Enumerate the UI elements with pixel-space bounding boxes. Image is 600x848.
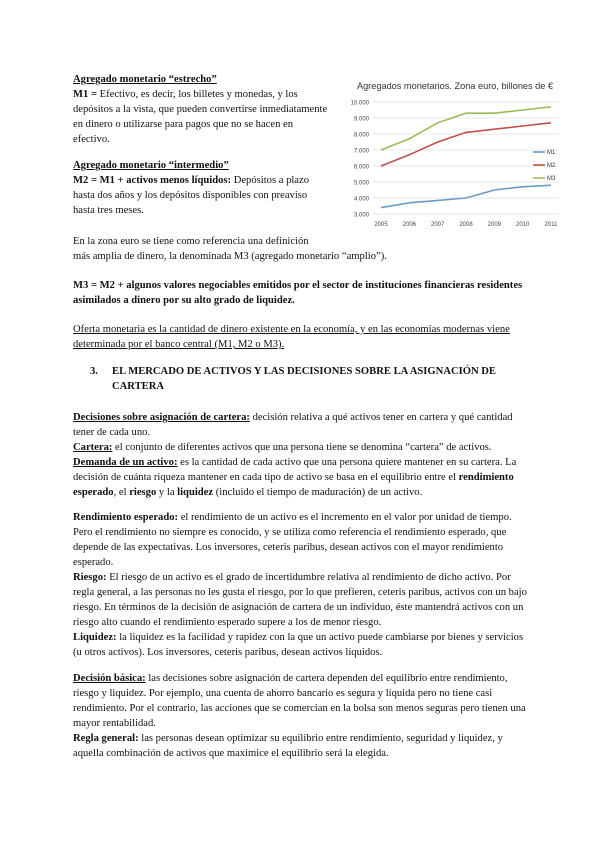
m1-definition: Efectivo, es decir, los billetes y monedas, y los depósitos a la vista, que pueden convertirse inmediatamente en dinero o utilizarse para pagos que no se hacen en efectivo.	[73, 89, 328, 145]
separator-2: y la	[156, 487, 178, 498]
risk-term: Riesgo:	[73, 572, 107, 583]
section-heading	[90, 364, 530, 394]
portfolio-decision-text: decisión relativa a qué activos tener en cartera y qué cantidad tener de cada uno.	[73, 412, 513, 438]
asset-demand-end: (incluido el tiempo de maduración) de un activo.	[213, 487, 423, 498]
chart-background	[338, 79, 573, 238]
factors-block	[73, 510, 528, 660]
section-title: EL MERCADO DE ACTIVOS Y LAS DECISIONES SOBRE LA ASIGNACIÓN DE CARTERA	[112, 366, 497, 392]
risk-text: El riesgo de un activo es el grado de incertidumbre relativa al rendimiento de dicho activo. Por regla general, a las personas no les gusta el riesgo, por lo que prefieren, ceteris paribus, activos con un bajo riesgo. En términos de la decisión de asignación de cartera de un individuo, éste mantendrá activos con un riesgo alto cuando el rendimiento esperado supere a los de menor riesgo.	[73, 572, 527, 628]
money-supply-text: Oferta monetaria es la cantidad de dinero existente en la economía, y en las economías modernas viene determinada por el banco central (M1, M2 o M3).	[73, 324, 510, 350]
expected-return-term: Rendimiento esperado:	[73, 512, 179, 523]
monetary-aggregates-chart	[337, 78, 573, 238]
x-tick-label: 2008	[459, 222, 473, 228]
asset-demand-text: es la cantidad de cada activo que una persona quiere mantener en su cartera. La decisión de cuánta riqueza mantener en cada tipo de activo se basa en el equilibrio entre el	[73, 457, 517, 483]
definitions-block	[73, 410, 528, 500]
expected-return-text: el rendimiento de un activo es el incremento en el valor por unidad de tiempo. Pero el rendimiento no siempre es conocido, y se utiliza como referencia el rendimiento esperado, que depende de las expectativas. Los inversores, ceteris paribus, desean activos con el mayor rendimiento esperado.	[73, 512, 512, 568]
m3-intro-block	[73, 234, 543, 264]
x-tick-label: 2006	[402, 222, 417, 228]
y-tick-label: 10.000	[350, 100, 369, 107]
legend-label-m1: M1	[547, 150, 556, 156]
portfolio-decision-term: Decisiones sobre asignación de cartera:	[73, 412, 250, 423]
y-tick-label: 4.000	[353, 196, 369, 203]
x-tick-label: 2007	[430, 222, 445, 228]
legend-label-m2: M2	[547, 163, 556, 169]
basic-decision-text: las decisiones sobre asignación de cartera dependen del equilibrio entre rendimiento, riesgo y liquidez. Por ejemplo, una cuenta de ahorro bancario es segura y líquida pero no tiene casi rendimiento. Por el contrario, las acciones que se comercian en la bolsa son menos seguras pero tienen una mayor rentabilidad.	[73, 673, 526, 729]
y-tick-label: 8.000	[353, 132, 369, 139]
expected-return-word: rendimiento esperado	[73, 472, 514, 498]
risk-word: riesgo	[129, 487, 157, 498]
m2-definition: Depósitos a plazo hasta dos años y los depósitos disponibles con preaviso hasta tres meses.	[73, 175, 310, 216]
m3-intro-line1: En la zona euro se tiene como referencia una definición	[73, 236, 309, 247]
decision-block	[73, 671, 528, 761]
m2-heading: Agregado monetario “intermedio”	[73, 160, 229, 171]
m2-label: M2 = M1 + activos menos líquidos:	[73, 175, 232, 186]
separator-1: , el	[113, 487, 130, 498]
liquidity-word: liquidez	[177, 487, 214, 498]
x-tick-label: 2005	[374, 222, 388, 228]
x-tick-label: 2011	[544, 222, 558, 228]
legend-label-m3: M3	[547, 176, 556, 182]
x-tick-label: 2010	[515, 222, 530, 228]
m1-block	[73, 72, 328, 147]
m3-definition: M3 = M2 + algunos valores negociables emitidos por el sector de instituciones financieras residentes asimilados a dinero por su alto grado de liquidez.	[73, 280, 523, 306]
general-rule-term: Regla general:	[73, 733, 139, 744]
portfolio-term: Cartera:	[73, 442, 113, 453]
liquidity-term: Liquidez:	[73, 632, 117, 643]
y-tick-label: 6.000	[353, 164, 369, 171]
portfolio-text: el conjunto de diferentes activos que una persona tiene se denomina “cartera” de activos.	[112, 442, 492, 453]
liquidity-text: la liquidez es la facilidad y rapidez con la que un activo puede cambiarse por bienes y servicios (u otros activos). Los inversores, ceteris paribus, desean activos líquidos.	[73, 632, 524, 658]
m2-block	[73, 158, 328, 218]
y-tick-label: 7.000	[353, 148, 369, 155]
y-tick-label: 3.000	[353, 212, 369, 219]
chart-title: Agregados monetarios. Zona euro, billones de €	[356, 81, 554, 91]
m3-intro-line2: más amplia de dinero, la denominada M3 (agregado monetario “amplio”).	[73, 251, 387, 262]
basic-decision-term: Decisión básica:	[73, 673, 146, 684]
y-tick-label: 9.000	[353, 116, 369, 123]
y-tick-label: 5.000	[353, 180, 369, 187]
general-rule-text: las personas desean optimizar su equilibrio entre rendimiento, seguridad y liquidez, y aquella combinación de activos que maximice el equilibrio será la elegida.	[73, 733, 503, 759]
m1-label: M1 =	[73, 89, 97, 100]
section-number: 3.	[90, 366, 98, 377]
m1-heading: Agregado monetario “estrecho”	[73, 74, 217, 85]
asset-demand-term: Demanda de un activo:	[73, 457, 178, 468]
x-tick-label: 2009	[487, 222, 502, 228]
